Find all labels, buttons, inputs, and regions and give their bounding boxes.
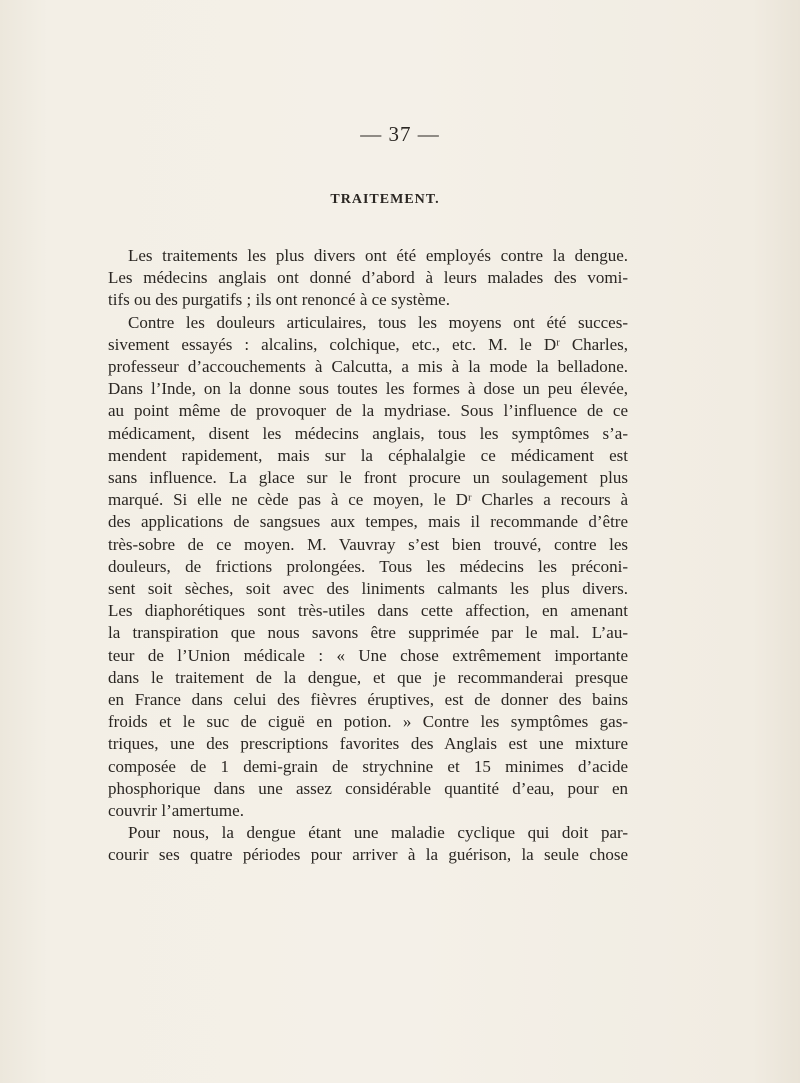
text-line: tifs ou des purgatifs ; ils ont renoncé à ce système. [108, 290, 450, 310]
text-line: Contre les douleurs articulaires, tous les moyens ont été succes- [128, 312, 628, 332]
text-line: au point même de provoquer de la mydriase. Sous l’influence de ce [108, 401, 628, 421]
text-line: très-sobre de ce moyen. M. Vauvray s’est bien trouvé, contre les [108, 534, 628, 554]
text-line: douleurs, de frictions prolongées. Tous les médecins les préconi- [108, 556, 628, 576]
text-line: médicament, disent les médecins anglais, tous les symptômes s’a- [108, 423, 628, 443]
text-line: en France dans celui des fièvres éruptives, est de donner des bains [108, 690, 628, 710]
text-line: Les médecins anglais ont donné d’abord à leurs malades des vomi- [108, 268, 628, 288]
body-text [108, 245, 628, 867]
text-line: triques, une des prescriptions favorites des Anglais est une mixture [108, 734, 628, 754]
text-line: phosphorique dans une assez considérable quantité d’eau, pour en [108, 778, 628, 798]
text-line: sans influence. La glace sur le front procure un soulagement plus [108, 468, 628, 488]
text-line: Pour nous, la dengue étant une maladie cyclique qui doit par- [128, 823, 628, 843]
text-line: courir ses quatre périodes pour arriver à la guérison, la seule chose [108, 845, 628, 865]
text-line: la transpiration que nous savons être supprimée par le mal. L’au- [108, 623, 628, 643]
text-line: professeur d’accouchements à Calcutta, a mis à la mode la belladone. [108, 357, 628, 377]
text-line: couvrir l’amertume. [108, 801, 244, 821]
text-line: sent soit sèches, soit avec des liniments calmants les plus divers. [108, 579, 628, 599]
section-title: TRAITEMENT. [330, 192, 440, 207]
text-line: des applications de sangsues aux tempes, mais il recommande d’être [108, 512, 628, 532]
page-number: — 37 — [360, 122, 440, 146]
text-line: marqué. Si elle ne cède pas à ce moyen, le Dʳ Charles a recours à [108, 490, 628, 510]
text-line: composée de 1 demi-grain de strychnine et 15 minimes d’acide [108, 756, 628, 776]
text-line: teur de l’Union médicale : « Une chose extrêmement importante [108, 645, 628, 665]
text-line: Les diaphorétiques sont très-utiles dans cette affection, en amenant [108, 601, 628, 621]
text-line: mendent rapidement, mais sur la céphalalgie ce médicament est [108, 445, 628, 465]
text-line: Dans l’Inde, on la donne sous toutes les formes à dose un peu élevée, [108, 379, 628, 399]
text-line: Les traitements les plus divers ont été employés contre la dengue. [128, 246, 628, 265]
text-line: froids et le suc de ciguë en potion. » Contre les symptômes gas- [108, 712, 628, 732]
text-line: sivement essayés : alcalins, colchique, etc., etc. M. le Dʳ Charles, [108, 334, 628, 354]
text-line: dans le traitement de la dengue, et que je recommanderai presque [108, 667, 628, 687]
